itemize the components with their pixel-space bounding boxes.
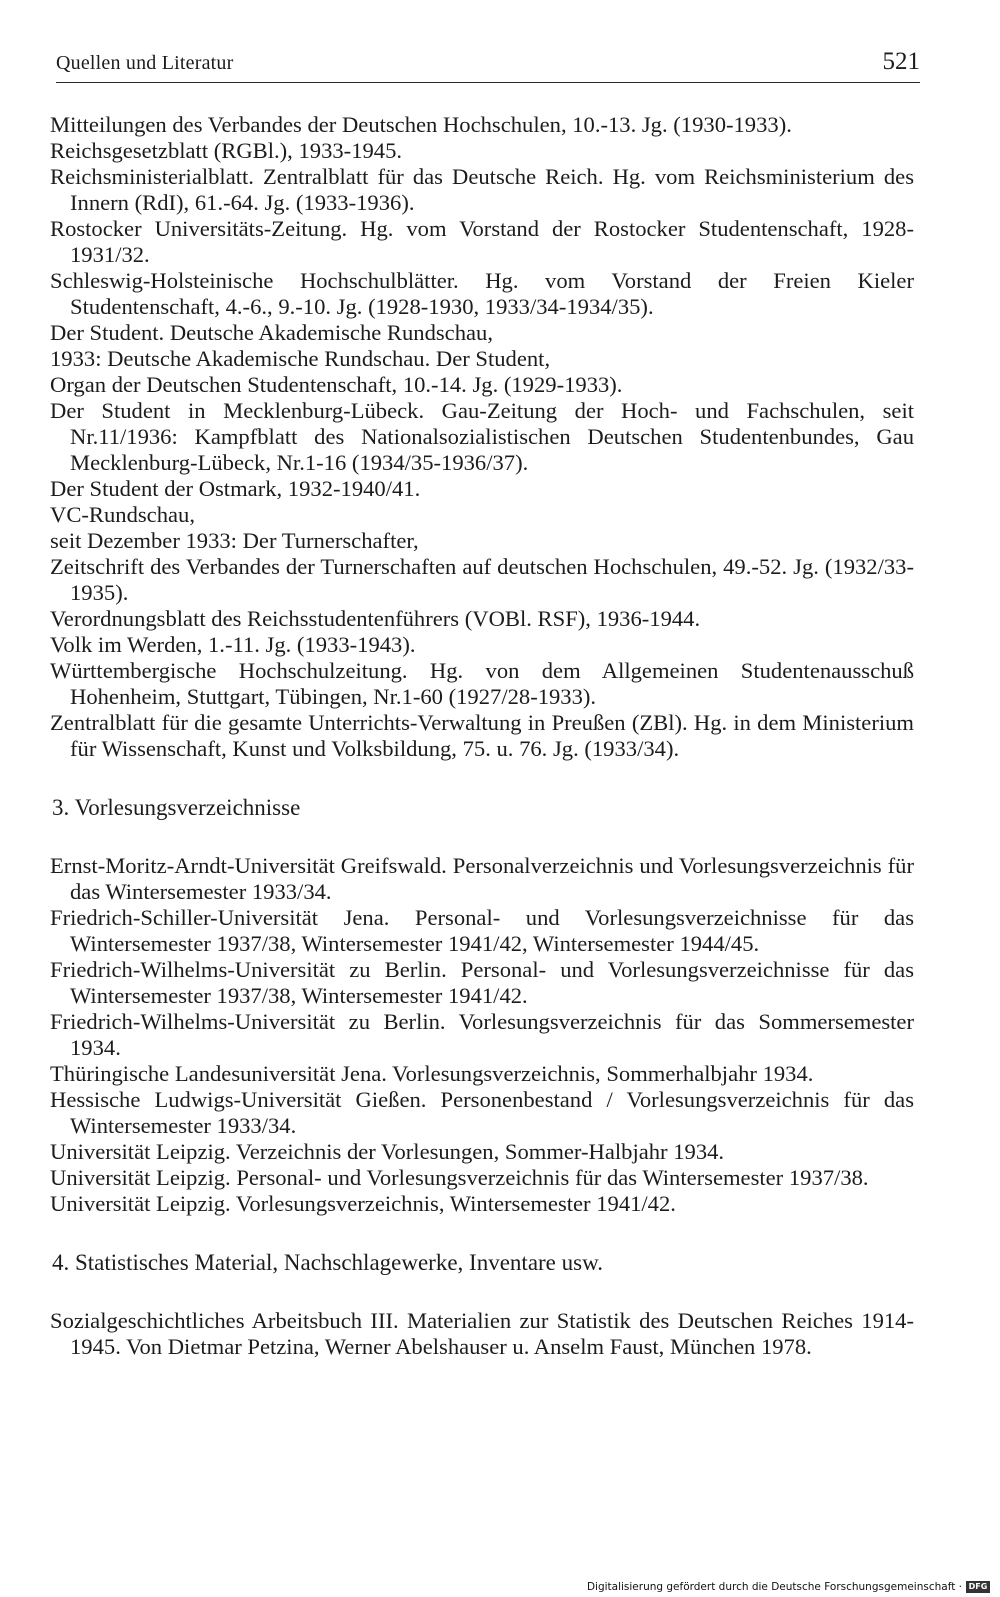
bibliography-section xyxy=(50,112,914,762)
entry-text: Friedrich-Wilhelms-Universität zu Berlin. Personal- und Vorlesungsverzeichnisse für das Wintersemester 1937/38, Wintersemester 1941/42. xyxy=(50,957,914,1008)
entry-text: Württembergische Hochschulzeitung. Hg. von dem Allgemeinen Studentenausschuß Hohenheim, Stuttgart, Tübingen, Nr.1-60 (1927/28-1933). xyxy=(50,658,914,709)
entry-subline: Organ der Deutschen Studentenschaft, 10.-14. Jg. (1929-1933). xyxy=(50,372,623,397)
bibliography-entry xyxy=(50,138,914,164)
bibliography-entry xyxy=(50,1308,914,1360)
bibliography-entry xyxy=(50,905,914,957)
entry-text: VC-Rundschau, xyxy=(50,502,195,527)
running-title: Quellen und Literatur xyxy=(56,52,234,74)
bibliography-entry xyxy=(50,1191,914,1217)
entry-text: Mitteilungen des Verbandes der Deutschen Hochschulen, 10.-13. Jg. (1930-1933). xyxy=(50,112,792,137)
footer-credit xyxy=(587,1581,990,1593)
bibliography-entry xyxy=(50,853,914,905)
bibliography-entry xyxy=(50,957,914,1009)
section-heading: 3. Vorlesungsverzeichnisse xyxy=(52,795,301,820)
footer-credit-text: Digitalisierung gefördert durch die Deutsche Forschungsgemeinschaft · xyxy=(586,1581,962,1593)
entry-text: Der Student. Deutsche Akademische Rundschau, xyxy=(50,320,493,345)
bibliography-entry xyxy=(50,268,914,320)
bibliography-entry xyxy=(50,1061,914,1087)
bibliography-entry xyxy=(50,710,914,762)
bibliography-entry xyxy=(50,398,914,476)
bibliography-entry xyxy=(50,164,914,216)
bibliography-entry xyxy=(50,112,914,138)
entry-text: Rostocker Universitäts-Zeitung. Hg. vom Vorstand der Rostocker Studentenschaft, 1928-1931/32. xyxy=(50,216,914,267)
bibliography-entry xyxy=(50,502,914,606)
bibliography-entry xyxy=(50,1139,914,1165)
entry-text: Zentralblatt für die gesamte Unterrichts-Verwaltung in Preußen (ZBl). Hg. in dem Ministerium für Wissenschaft, Kunst und Volksbildung, 75. u. 76. Jg. (1933/34). xyxy=(50,710,914,761)
entry-text: Friedrich-Wilhelms-Universität zu Berlin. Vorlesungsverzeichnis für das Sommersemester 1934. xyxy=(50,1009,914,1060)
page-number: 521 xyxy=(882,48,920,75)
entry-text: Sozialgeschichtliches Arbeitsbuch III. Materialien zur Statistik des Deutschen Reiches 1914-1945. Von Dietmar Petzina, Werner Abelshauser u. Anselm Faust, München 1978. xyxy=(50,1308,914,1359)
bibliography-entry xyxy=(50,320,914,398)
bibliography-section xyxy=(50,795,914,1217)
entry-text: Ernst-Moritz-Arndt-Universität Greifswald. Personalverzeichnis und Vorlesungsverzeichnis für das Wintersemester 1933/34. xyxy=(50,853,914,904)
entry-text: Reichsgesetzblatt (RGBl.), 1933-1945. xyxy=(50,138,403,163)
bibliography-body xyxy=(50,112,914,1360)
bibliography-entry xyxy=(50,658,914,710)
entry-text: Hessische Ludwigs-Universität Gießen. Personenbestand / Vorlesungsverzeichnis für das Wintersemester 1933/34. xyxy=(50,1087,914,1138)
entry-text: Der Student in Mecklenburg-Lübeck. Gau-Zeitung der Hoch- und Fachschulen, seit Nr.11/1936: Kampfblatt des Nationalsozialistischen Deutschen Studentenbundes, Gau Mecklenburg-Lübeck, Nr.1-16 (1934/35-1936/37). xyxy=(50,398,914,475)
entry-subline: Zeitschrift des Verbandes der Turnerschaften auf deutschen Hochschulen, 49.-52. Jg. (1932/33-1935). xyxy=(50,554,914,605)
dfg-logo-icon: DFG xyxy=(966,1581,990,1593)
bibliography-entry xyxy=(50,1087,914,1139)
entry-text: Thüringische Landesuniversität Jena. Vorlesungsverzeichnis, Sommerhalbjahr 1934. xyxy=(50,1061,814,1086)
section-heading: 4. Statistisches Material, Nachschlagewerke, Inventare usw. xyxy=(52,1250,603,1275)
entry-text: Schleswig-Holsteinische Hochschulblätter. Hg. vom Vorstand der Freien Kieler Studentenschaft, 4.-6., 9.-10. Jg. (1928-1930, 1933/34-1934/35). xyxy=(50,268,914,319)
entry-subline: 1933: Deutsche Akademische Rundschau. Der Student, xyxy=(50,346,551,371)
bibliography-entry xyxy=(50,1009,914,1061)
entry-text: Volk im Werden, 1.-11. Jg. (1933-1943). xyxy=(50,632,416,657)
bibliography-section xyxy=(50,1250,914,1360)
bibliography-entry xyxy=(50,632,914,658)
entry-text: Universität Leipzig. Personal- und Vorlesungsverzeichnis für das Wintersemester 1937/38. xyxy=(50,1165,869,1190)
bibliography-entry xyxy=(50,476,914,502)
bibliography-entry xyxy=(50,1165,914,1191)
header-rule xyxy=(56,82,920,83)
entry-text: Friedrich-Schiller-Universität Jena. Personal- und Vorlesungsverzeichnisse für das Wintersemester 1937/38, Wintersemester 1941/42, Wintersemester 1944/45. xyxy=(50,905,914,956)
bibliography-entry xyxy=(50,216,914,268)
entry-text: Der Student der Ostmark, 1932-1940/41. xyxy=(50,476,421,501)
entry-text: Reichsministerialblatt. Zentralblatt für das Deutsche Reich. Hg. vom Reichsministerium des Innern (RdI), 61.-64. Jg. (1933-1936). xyxy=(50,164,914,215)
bibliography-entry xyxy=(50,606,914,632)
entry-text: Verordnungsblatt des Reichsstudentenführers (VOBl. RSF), 1936-1944. xyxy=(50,606,701,631)
entry-subline: seit Dezember 1933: Der Turnerschafter, xyxy=(50,528,419,553)
entry-text: Universität Leipzig. Verzeichnis der Vorlesungen, Sommer-Halbjahr 1934. xyxy=(50,1139,725,1164)
entry-text: Universität Leipzig. Vorlesungsverzeichnis, Wintersemester 1941/42. xyxy=(50,1191,676,1216)
page-header xyxy=(56,48,920,84)
